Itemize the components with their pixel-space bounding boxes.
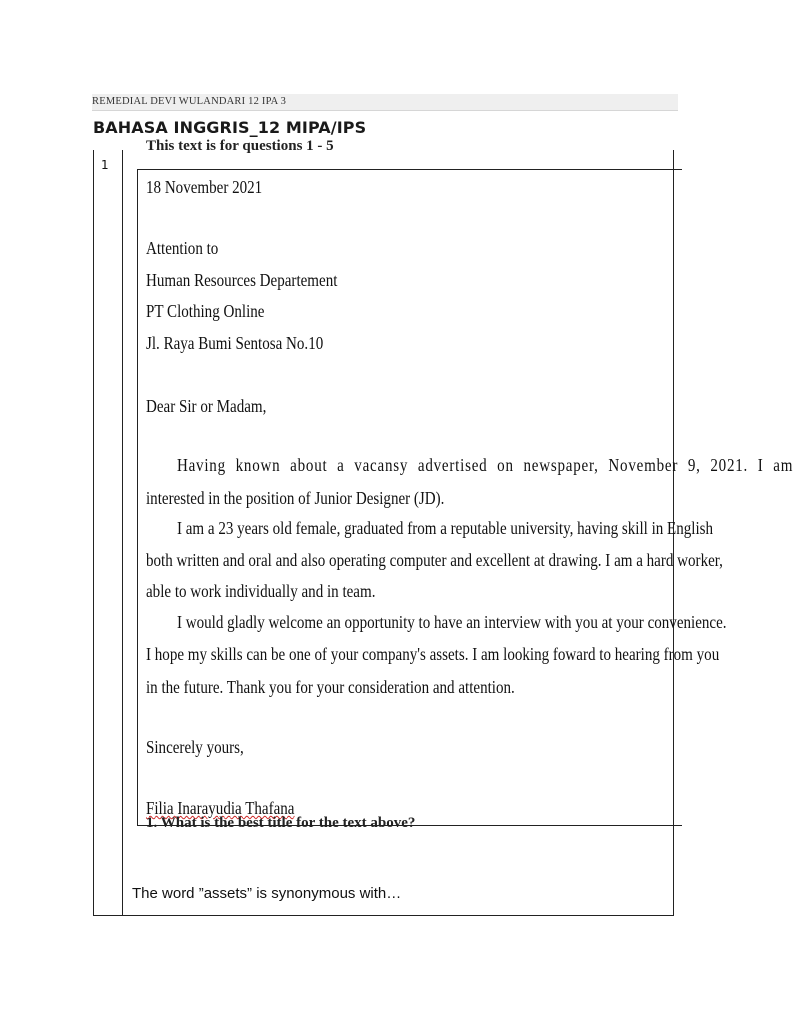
cut-off-instruction	[146, 138, 346, 156]
letter-date: 18 November 2021	[146, 177, 263, 197]
paragraph-line: I hope my skills can be one of your company's assets. I am looking foward to hearing from you	[146, 644, 720, 664]
question-text: The word ”assets” is synonymous with…	[132, 885, 402, 902]
paragraph-line: interested in the position of Junior Designer (JD).	[146, 488, 445, 508]
salutation: Dear Sir or Madam,	[146, 396, 267, 416]
page-title: BAHASA INGGRIS_12 MIPA/IPS	[93, 118, 367, 137]
document-header-label: REMEDIAL DEVI WULANDARI 12 IPA 3	[92, 94, 678, 111]
closing: Sincerely yours,	[146, 737, 244, 757]
cut-off-instruction-text: This text is for questions 1 - 5	[146, 138, 334, 154]
paragraph-line: both written and oral and also operating computer and excellent at drawing. I am a hard worker,	[146, 550, 723, 570]
paragraph-line: I am a 23 years old female, graduated from a reputable university, having skill in English	[176, 518, 714, 538]
table-column-divider	[122, 150, 123, 916]
recipient-line: Attention to	[146, 238, 219, 258]
paragraph-line: Having known about a vacansy advertised on newspaper, November 9, 2021. I am	[176, 455, 793, 475]
signature: Filia Inarayudia Thafana	[146, 798, 295, 818]
paragraph-line: I would gladly welcome an opportunity to have an interview with you at your convenience.	[176, 612, 727, 632]
letter-image	[137, 169, 793, 826]
cut-off-question-text: 1. What is the best title for the text above?	[146, 815, 416, 831]
recipient-line: Jl. Raya Bumi Sentosa No.10	[146, 333, 324, 353]
cut-off-question	[146, 815, 546, 833]
paragraph-line: in the future. Thank you for your consideration and attention.	[146, 677, 515, 697]
recipient-line: PT Clothing Online	[146, 301, 265, 321]
question-number: 1	[101, 158, 109, 172]
paragraph-line: able to work individually and in team.	[146, 581, 376, 601]
recipient-line: Human Resources Departement	[146, 270, 338, 290]
